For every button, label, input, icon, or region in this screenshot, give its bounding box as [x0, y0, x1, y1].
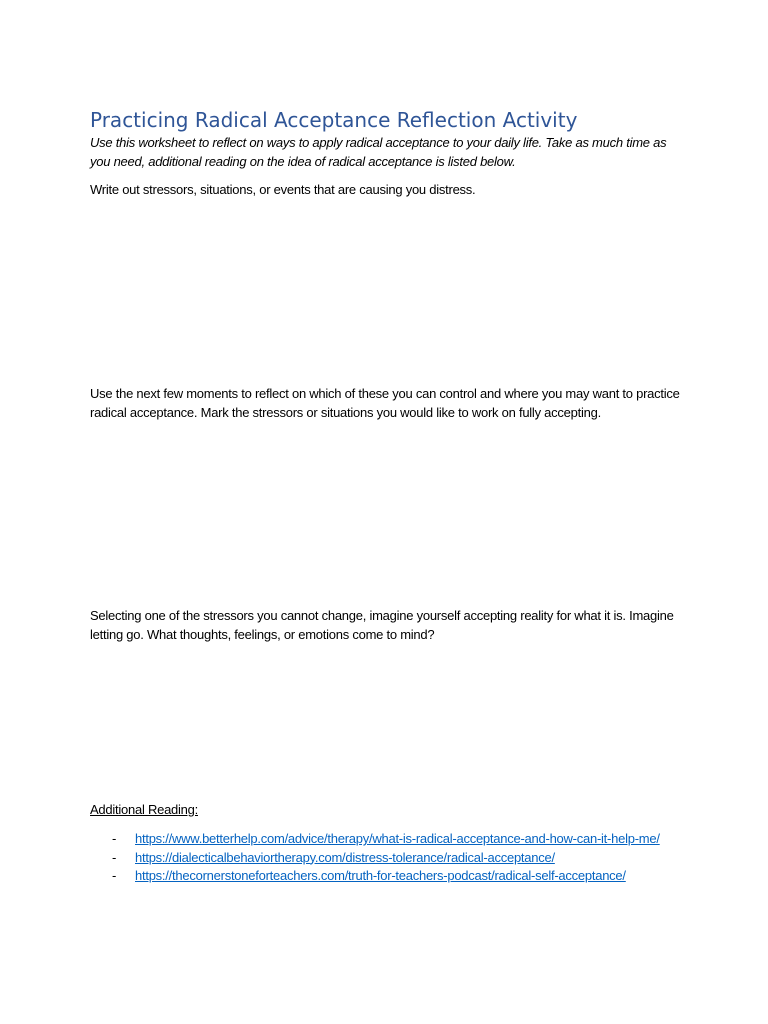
prompt-imagine-accepting: Selecting one of the stressors you cannot change, imagine yourself accepting reality for what it is. Imagine letting go. What thoughts, feelings, or emotions come to mind? — [90, 608, 674, 642]
bullet-dash: - — [112, 849, 117, 865]
link-betterhelp[interactable]: https://www.betterhelp.com/advice/therapy/what-is-radical-acceptance-and-how-can-it-help-me/ — [135, 831, 660, 846]
link-dbt[interactable]: https://dialecticalbehaviortherapy.com/distress-tolerance/radical-acceptance/ — [135, 849, 555, 865]
intro-text: Use this worksheet to reflect on ways to apply radical acceptance to your daily life. Take as much time as you need, additional reading on the idea of radical acceptance is listed below. — [90, 135, 667, 169]
reading-links-list — [90, 830, 680, 886]
prompt-reflect-control: Use the next few moments to reflect on which of these you can control and where you may want to practice radical acceptance. Mark the stressors or situations you would like to work on fully accepting. — [90, 386, 680, 420]
prompt-stressors: Write out stressors, situations, or events that are causing you distress. — [90, 182, 476, 197]
bullet-dash: - — [112, 831, 117, 846]
list-item — [90, 830, 680, 849]
page-title: Practicing Radical Acceptance Reflection Activity — [90, 108, 578, 132]
link-cornerstone[interactable]: https://thecornerstoneforteachers.com/truth-for-teachers-podcast/radical-self-acceptance/ — [135, 868, 626, 883]
additional-reading-heading: Additional Reading: — [90, 802, 198, 817]
list-item — [90, 849, 680, 868]
list-item — [90, 867, 680, 886]
bullet-dash: - — [112, 868, 117, 883]
